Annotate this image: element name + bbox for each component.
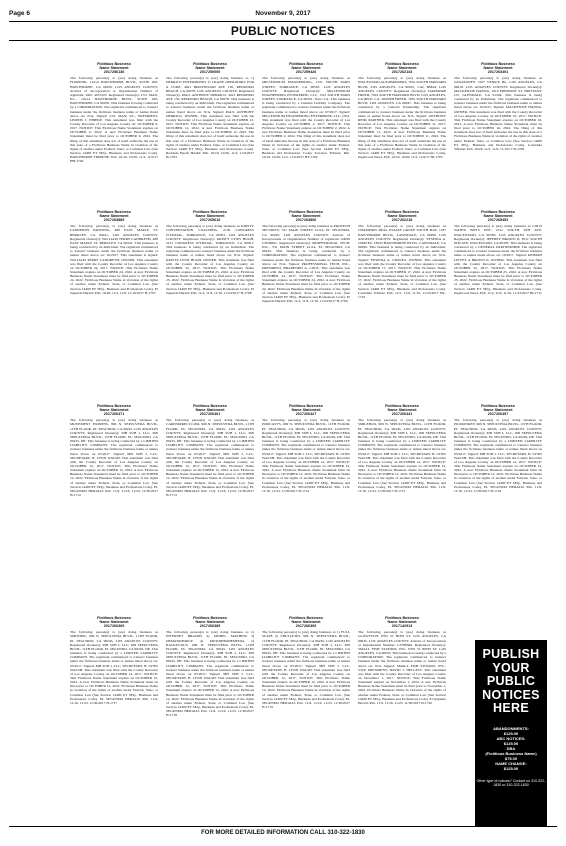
issue-date: November 9, 2017 [255,10,311,17]
notice-heading [70,62,158,74]
footer-rule [9,826,557,827]
notice-heading [358,62,446,74]
notice-heading-line: Name Statement [99,214,129,219]
notice-item [262,210,350,398]
notice-number: 2017265616 [199,218,221,223]
notice-heading-line: Fictitious Business [481,210,515,214]
notice-heading-line: Name Statement [99,408,129,413]
notice-item [70,404,158,610]
notice-heading-line: Fictitious Business [385,404,419,408]
notice-heading-line: Name Statement [291,408,321,413]
notice-number: 2017266441 [391,412,413,417]
notice-number: 2017266385 [199,624,221,629]
notice-heading-line: Fictitious Business [289,62,323,66]
notice-number: 2017266471 [103,412,125,417]
notice-heading-line: Fictitious Business [385,616,419,620]
notice-heading-line: Name Statement [195,66,225,71]
page-number: Page 6 [9,10,30,17]
notice-number: 2017262143 [391,70,413,75]
notice-body: The following person(s) is (are) doing business as FLIRONIK, 12214 HAWTHORNE BLVD., SUITE 200, HAWTHORNE, CA 90250. LOS ANGELES COUNTY. Articles of Incorporation or Organization Number of registrant: #201 4057223. Registered Owner(s): LVL MAN, P.C., 12214 HAWTHORNE BLVD., SUITE 200, HAWTHORNE, CA 90250. This business is being conducted by a CORPORATION. The registrant commenced to transact business under the fictitious business name or names listed above on: N/A. Signed: LVL MAN, P.C., PRESIDENT, LEMEIS J. EBIEKE. This statement was filed with the County Recorder of Los Angeles County on: OCTOBER 6, 2017. NOTICE: This Fictitious Name Statement expires on OCTOBER 6, 2022. A new Fictitious Business Name Statement must be filed prior to OCTOBER 6, 2022. The filing of this statement does not of itself authorize the use in this state of a Fictitious Business Name in violation of the rights of another under Federal, State, or Common Law (See Section 14400 ET SEQ., Business and Professions Code). HAWTHORNE TRIBUNE: Pub. 10/19, 10/26, 11/2, 11/9/17 HH-1702 [70,76,158,164]
notice-heading-line: Name Statement [483,214,513,219]
notice-number: 2017256136 [103,70,125,75]
notice-body: The following person(s) is (are) doing business as COLD WATER BOYS ENT, 2511 SOUTH 9TH AVE, INGLEWOOD, CA 90305. LOS ANGELES COUNTY. Registered Owner(s): JEFFREY BROWN II, 8511 SOUTH 9TH AVE, INGLEWOOD, CA 90305. This business is being conducted by a GENERAL PARTNERSHIP. The registrant commenced to transact business under the fictitious business name or names listed above on: 10/2017. Signed: KEIMAH LIEVEY A BROWN II, OWNER. This statement was filed with the County Recorder of Los Angeles County on OCTOBER 25, 2017. NOTICE: This Fictitious Name Statement expires on OCTOBER 25, 2022. A new Fictitious Business Name Statement must be filed prior to OCTOBER 25, 2022. Fictitious Business Name in violation of the rights of another under Federal, State, or Common Law (See Section 14400 ET SEQ., Business and Professions Code). Inglewood News: Pub. 11/2, 11/9, 11/16, 11/23/2017 HI-1711 [454,224,542,295]
notice-number: 2017262218 [391,218,413,223]
advertisement-box [475,640,547,827]
notice-item [358,404,446,610]
notice-heading-line: Fictitious Business [193,616,227,620]
notice-body: The following person(s) is (are) doing business as GLOWTECH, 6355 W 80TH ST, LOS ANGELES, CA 90045, LOS ANGELES COUNTY. Articles of Incorporation or Organization Number: C3788309. Registered Owner(s): SMALL FISH STUDIOS, INC, 6355 W 80TH ST, LOS ANGELES, CA 90045. This business is being conducted by a CORPORATION. The registrant commenced to transact business under the fictitious business name or names listed above on: N/A. Signed: SMALL FISH STUDIOS, INC., VICE PRESIDENT, DAVID J. HELLETT. This statement was filed with the County Recorder of Los Angeles County on November 1, 2017. NOTICE: This Fictitious Name Statement expires on November 1, 2022. A new Fictitious Business Name Statement must be filed prior to November 1, 2022. Fictitious Business Name in violation of the rights of another under Federal, State, or Common Law (See Section 14400 ET SEQ., Business and Professions Code). El Segundo Herald: Pub. 11/9, 11/16, 11/23, 11/30/2017 H-1720 [358,630,446,705]
notice-body: The following person(s) is (are) doing business as PROTECH SECURITY, 531 MAIN STREET #1114, EL SEGUNDO, CA 90245, LOS ANGELES COUNTY. Articles of Incorporation or Organization Number of registrant: #4056 C3036691. Registered Owner(s): PROFESSIONAL TECH, INC., 531 MAIN STREET #1114, EL SEGUNDO, CA 90245. This business is being conducted by a CORPORATION. The registrant commenced to transact business under the fictitious business name or names listed above on: N/A. Signed: PROFESSIONAL TECH, INC., PRESIDENT, BRADFORD A. COLE. This statement was filed with the County Recorder of Los Angeles County on OCTOBER 24, 2017. NOTICE: This Fictitious Name Statement expires on OCTOBER 24, 2022. A new Fictitious Business Name Statement must be filed prior to OCTOBER 24, 2022. Fictitious Business Name in violation of the rights of another under Federal, State, or Common Law (See Section 14400 ET SEQ., Business and Professions Code). El Segundo Herald: Pub. 11/2, 11/9, 11/16, 11/23/2017 H-1709 [262,224,350,304]
ad-headline: PUBLISH YOUR PUBLIC NOTICES HERE [482,647,540,715]
notice-item [166,616,254,821]
page-footer: FOR MORE DETAILED INFORMATION CALL 310-322-1830 [201,830,365,836]
notice-item [454,210,542,398]
ad-price-list: ABANDONMENTS: $125.00 ABC NOTICES: $125.00 DBA (Fictitious Business Name) $75.00 NAME CHANGE: $125.00 [485,725,537,771]
notice-item [166,210,254,398]
notice-heading-line: Name Statement [99,620,129,625]
notice-heading-line: Fictitious Business [97,210,131,214]
notice-heading [70,404,158,416]
notice-number: 2017250000 [199,70,221,75]
notice-heading-line: Name Statement [291,214,321,219]
notice-heading-line: Fictitious Business [481,404,515,408]
section-title: PUBLIC NOTICES [230,24,336,38]
notice-heading-line: Name Statement [195,408,225,413]
notice-heading [70,210,158,222]
notice-heading [454,404,542,416]
notices-grid [70,62,542,817]
header-rule [9,21,557,22]
ad-footnote: Other type of notices? Contact us 310-322-1830 or 310-322-1830 [476,778,546,787]
notice-item [454,404,542,610]
notice-heading-line: Fictitious Business [193,210,227,214]
notice-heading-line: Fictitious Business [97,616,131,620]
notice-body: The following person(s) is (are) doing business as MOVEMENT EXPRESS, 800 N. SEPULVEDA BLVD., 11TH FLOOR, EL SEGUNDO, CA 90245, LOS ANGELES COUNTY. Registered Owner(s): MH SUB I, LLC, 909 SEPULVEDA BLVD., 11TH FLOOR, EL SEGUNDO, CA 90245, DE. This business is being conducted by a LIMITED LIABILITY COMPANY. The registrant commenced to transact business under the fictitious business name or names listed above on 05/2017. Signed: MH SUB I, LLC, SECRETARY, B. LYNN WALSH. This statement was filed with the County Recorder of Los Angeles County on OCTOBER 12, 2017. NOTICE: This Fictitious Name Statement expires on OCTOBER 12, 2022. A new Fictitious Business Name Statement must be filed prior to OCTOBER 12, 2022. Fictitious Business Name in violation of the rights of another under Federal, State, or Common Law (See Section 14400 ET SEQ., Business and Professions Code). EL SEGUNDO HERALD: Pub. 11/9, 11/16, 11/23, 11/30/2017 H-1712 [70,418,158,498]
notice-heading [262,404,350,416]
notice-item [454,62,542,204]
notice-heading [262,210,350,222]
notice-item [358,616,446,821]
notice-item [262,62,350,204]
notice-heading-line: Name Statement [291,620,321,625]
notice-heading [166,616,254,628]
notice-body: The following person(s) is (are) doing business as CARDSDIRECT.COM, 909 N. SEPULVEDA BLVD., 11TH FLOOR, EL SEGUNDO, CA 90245, LOS ANGELES COUNTY. Registered Owner(s): MH SUB I, LLC, 909 SEPULVEDA BLVD., 11TH FLOOR, EL SEGUNDO, CA 90245, DE. This business is being conducted by a LIMITED LIABILITY COMPANY. The registrant commenced to transact business under the fictitious business name or names listed above on 05/2017. Signed: MH SUB I, LLC, SECRETARY, B. LYNN WALSH. This statement was filed with the County Recorder of Los Angeles County on OCTOBER 12, 2017. NOTICE: This Fictitious Name Statement expires on OCTOBER 12, 2022. A new Fictitious Business Name Statement must be filed prior to OCTOBER 12, 2022. Fictitious Business Name in violation of the rights of another under Federal, State, or Common Law (See Section 14400 ET SEQ., Business and Professions Code). EL SEGUNDO HERALD: Pub. 11/9, 11/16, 11/23, 11/30/2017 H-1713 [166,418,254,498]
notice-heading-line: Fictitious Business [97,62,131,66]
notice-heading-line: Fictitious Business [481,62,515,66]
notice-body: The following person(s) is (are) doing business as 1) DERRICO ENTERPRISES 2) CRANE OPERATORS FOR A CURE, 4921 BIRCHWOOD AVE 130, REDONDO BEACH, CA 90278. LOS ANGELES COUNTY. Registered Owner(s): PAUL ANTHONY DERRICO, 4921 REDONDO AVE 130, REDONDO BEACH, CA 90278. This business is being conducted by an Individual. The registrant commenced to transact business under the fictitious business name or names listed above on: N/A. Signed: PAUL ANTHONY DERRICO, OWNER. This statement was filed with the County Recorder of Los Angeles County on OCTOBER 12, 2017. NOTICE: This Fictitious Name Statement expires on OCTOBER 12, 2022. A new Fictitious Business Name Statement must be filed prior to OCTOBER 12, 2022. The filing of this statement does not of itself authorize the use in this state of a Fictitious Business Name in violation of the rights of another under Federal, State, or Common Law (See Section 14400 ET SEQ., Business and Professions Code). Redondo Beach Herald: Pub. 10/19, 10/26, 11/2, 11/9/2017 H-1703 [166,76,254,160]
notice-heading-line: Fictitious Business [97,404,131,408]
notice-body: The following person(s) is (are) doing business as 1) INTERNET BRANDS 2) MODEL MAYHEM 3) DEMANDFORCE 4) MOTORHOMEMEDIA 5) RACKULOUS, 909 N. SEPULVEDA BLVD., 11TH FLOOR, EL SEGUNDO, CA 90245, LOS ANGELES COUNTY. Registered Owner(s): MH SUB I, LLC, 909 SEPULVEDA BLVD., 11TH FLOOR, EL SEGUNDO, CA 90245, DE. This business is being conducted by a LIMITED LIABILITY COMPANY. The registrant commenced to transact business under the fictitious business name or names listed above on 05/2017. Signed: MH SUB I, LLC, SECRETARY, B. LYNN WALSH. This statement was filed with the County Recorder of Los Angeles County on OCTOBER 12, 2017. NOTICE: This Fictitious Name Statement expires on OCTOBER 12, 2022. A new Fictitious Business Name Statement must be filed prior to OCTOBER 12, 2022. Fictitious Business Name in violation of the rights of another under Federal, State, or Common Law (See Section 14400 ET SEQ., Business and Professions Code). EL SEGUNDO HERALD: Pub. 11/9, 11/16, 11/23, 11/30/2017 H-1718 [166,630,254,718]
notice-heading-line: Name Statement [387,214,417,219]
notice-body: The following person(s) is (are) doing business as 1) FULL SLATE 2) VBULLETIN, 909 N. SEPULVEDA BLVD., 11TH FLOOR, EL SEGUNDO, CA 90245, LOS ANGELES COUNTY. Registered Owner(s): MH SUB I, LLC, 909 SEPULVEDA BLVD., 11TH FLOOR, EL SEGUNDO, CA 90245, DE. This business is being conducted by a LIMITED LIABILITY COMPANY. The registrant commenced to transact business under the fictitious business name or names listed above on 05/2017. Signed: MH SUB I, LLC, SECRETARY, B. LYNN WALSH. This statement was filed with the County Recorder of Los Angeles County on OCTOBER 12, 2017. NOTICE: This Fictitious Name Statement expires on OCTOBER 12, 2022. A new Fictitious Business Name Statement must be filed prior to OCTOBER 12, 2022. Fictitious Business Name in violation of the rights of another under Federal, State, or Common Law (See Section 14400 ET SEQ., Business and Professions Code). EL SEGUNDO HERALD: Pub. 11/9, 11/16, 11/23, 11/30/2017 H-1719 [262,630,350,710]
notice-heading [358,404,446,416]
notice-heading-line: Fictitious Business [193,62,227,66]
notice-heading [262,62,350,74]
notice-heading [454,210,542,222]
notice-number: 2017263806 [295,218,317,223]
notice-heading [166,62,254,74]
notice-heading-line: Fictitious Business [385,62,419,66]
notice-heading-line: Fictitious Business [289,404,323,408]
notice-body: The following person(s) is (are) doing business as INGLEWOOD AUTOBROKERS, 7001 SOUTH HARVARD BLVD, LOS ANGELES, CA 90047, CAL BMAT, LOS ANGELES COUNTY. Registered Owner(s): DARMORE FREED, 7001 SOUTH HARVARD BLVD, LOS ANGELES, CA 90047, CA. JOSEPH FREED, 7001 SOUTH HARVARD BLVD, LOS ANGELES, CA 90047. This business is being conducted by a General Partnership. The registrant commenced to transact business under the fictitious business name or names listed above on: N/A. Signed: ANTHONY REID, PARTNER. This statement was filed with the County Recorder of Los Angeles County on OCTOBER 11, 2017. NOTICE: This Fictitious Name Statement expires on OCTOBER 11, 2022. A new Fictitious Business Name Statement must be filed prior to OCTOBER 11, 2022. The filing of this statement does not of itself authorize the use in this state of a Fictitious Business Name in violation of the rights of another under Federal, State, or Common Law (See Section 14400 ET SEQ., Business and Professions Code). Inglewood News: Pub. 10/19, 10/26, 11/2, 11/9/17 HI-1705 [358,76,446,160]
notice-heading-line: Name Statement [195,214,225,219]
notice-body: The following person(s) is (are) doing business as LANDERTH PAINTING, 480 EAST MAPLE ST, BERKLEY, CA 90241, LOS ANGELES COUNTY. Registered Owner(s): WILLIAM TERRY LANDRETH, 480 EAST MAPLE ST, BERKLEY, CA 90241. This business is being conducted by an Individual. The registrant commenced to transact business under the fictitious business name or names listed above on: 10/2017. This statement is signed: WILLIAM TERRY LANDRETH, OWNER. This statement was filed with the County Recorder of Los Angeles County on OCTOBER 24, 2017. NOTICE: This Fictitious Name Statement expires on OCTOBER 24, 2022. A new Fictitious Business Name Statement must be filed prior to OCTOBER 24, 2022. Fictitious Business Name in violation of the rights of another under Federal, State, or Common Law (See Section 14400 ET SEQ., Business and Professions Code). El Segundo Herald: Pub. 10/26, 11/2, 11/9, 11/16/2017 H-1707 [70,224,158,295]
notice-body: The following person(s) is (are) doing business as SANAYANEY, 5107 VENICE BL, LOS ANGELES, CA 90019. LOS ANGELES COUNTY. Registered Owner(s): MACKENZIE HANNA, 1010 FREMONT ST, BRITTANY LN, GLENDALE, CA 91204. This business is being conducted by an Individual. The registrant commenced to transact business under the fictitious business name or names listed above on: 10/2017. Signed: MACKENZIE HANNA, OWNER. This statement was filed with the County Recorder of Los Angeles County on OCTOBER 16, 2017. NOTICE: This Fictitious Name Statement expires on OCTOBER 16, 2022. A new Fictitious Business Name Statement must be filed prior to OCTOBER 16, 2022. The filing of this statement does not of itself authorize the use in this state of a Fictitious Business Name in violation of the rights of another under Federal, State, or Common Law (See Section 14400 ET SEQ., Business and Professions Code). Lawndale Tribune: Pub. 10/26, 11/2, 11/9, 11/16/17 H-1706 [454,76,542,151]
notice-body: The following person(s) is (are) doing business as PICMONKEY, 909 N. SEPULVEDA BLVD., 11TH FLOOR, EL SEGUNDO, CA 90245, LOS ANGELES COUNTY. Registered Owner(s): MH SUB I, LLC, 909 SEPULVEDA BLVD., 11TH FLOOR, EL SEGUNDO, CA 90245, DE. This business is being conducted by a LIMITED LIABILITY COMPANY. The registrant commenced to transact business under the fictitious business name or names listed above on 05/2017. Signed: MH SUB I, LLC, SECRETARY, B. LYNN WALSH. This statement was filed with the County Recorder of Los Angeles County on OCTOBER 12, 2017. NOTICE: This Fictitious Name Statement expires on OCTOBER 12, 2022. A new Fictitious Business Name Statement must be filed prior to OCTOBER 12, 2022. Fictitious Business Name in violation of the rights of another under Federal, State, or Common Law (See Section 14400 ET SEQ., Business and Professions Code). EL SEGUNDO HERALD: Pub. 11/9, 11/16, 11/23, 11/30/2017 H-1716 [454,418,542,493]
notice-heading-line: Name Statement [387,408,417,413]
notice-number: 2017266461 [199,412,221,417]
notice-number: 2017265452 [487,218,509,223]
notice-number: 2017263401 [487,70,509,75]
notice-heading-line: Fictitious Business [385,210,419,214]
notice-heading-line: Name Statement [387,66,417,71]
notice-heading-line: Fictitious Business [289,210,323,214]
notice-heading [454,62,542,74]
notice-body: The following person(s) is (are) doing business as CHAMPION REAL ESTATE GROUP SOUTH BAY, 1187 HAWTHORNE BLVD., LAWNDALE, CA 90260, LOS ANGELES COUNTY. Registered Owner(s): YESENIA A. CHAVEZ, 18543 HAWTHORNE BLVD., LAWNDALE, CA 90260. This business is being conducted by an Individual. The registrant commenced to transact business under the fictitious business name or names listed above on: N/A. Signed: YESENIA A. CHAVEZ, OWNER. This statement was filed with the County Recorder of Los Angeles County on OCTOBER 17, 2017. NOTICE: This Fictitious Name Statement expires on OCTOBER 17, 2022. A new Fictitious Business Name Statement must be filed prior to OCTOBER 17, 2022. Fictitious Business Name in violation of the rights of another under Federal, State, or Common Law (See Section 14400 ET SEQ., Business and Professions Code). Lawndale Tribune: Pub. 11/2, 11/9, 11/16, 11/23/2017 HL-1710 [358,224,446,299]
notice-item [166,62,254,204]
notice-number: 2017259426 [295,70,317,75]
notice-number: 2017266457 [487,412,509,417]
notice-body: The following person(s) is (are) doing business as SMILEBOX, 909 N. SEPULVEDA BLVD., 11TH FLOOR, EL SEGUNDO, CA 90245, LOS ANGELES COUNTY. Registered Owner(s): MH SUB I, LLC, 909 SEPULVEDA BLVD., 11TH FLOOR, EL SEGUNDO, CA 90245, DE. This business is being conducted by a LIMITED LIABILITY COMPANY. The registrant commenced to transact business under the fictitious business name or names listed above on: 05/2017. Signed: MH SUB I, LLC, SECRETARY, B. LYNN WALSH. This statement was filed with the County Recorder of Los Angeles County on OCTOBER 12, 2017. NOTICE: This Fictitious Name Statement expires on OCTOBER 12, 2022. A new Fictitious Business Name Statement must be filed prior to OCTOBER 12, 2022. Fictitious Business Name in violation of the rights of another under Federal, State, or Common Law (See Section 14400 ET SEQ., Business and Professions Code). EL SEGUNDO HERALD: Pub. 11/9, 11/16, 11/23, 11/30/2017 H-1715 [358,418,446,493]
notice-item [358,62,446,204]
notice-heading-line: Name Statement [483,408,513,413]
notice-heading [70,616,158,628]
notice-body: The following person(s) is (are) doing business as KRISTY CONVERSATION COACHING, 2130 CONGRESS WYDZIAL, TORRANCE, CA 90501, LOS ANGELES COUNTY. Registered Owner(s): KRISTY LYNN HUGH, 2131 CONGRESS WYDZIAL, TORRANCE, CA 90501. This business is being conducted by an Individual. The registrant commenced to transact business under the fictitious business name or names listed above on: N/A. Signed: KRISTY LYNN HUGH, OWNER. This statement was filed with the County Recorder of Los Angeles County on OCTOBER 25, 2017. NOTICE: This Fictitious Name Statement expires on OCTOBER 25, 2022. A new Fictitious Business Name Statement must be filed prior to OCTOBER 25, 2022. Fictitious Business Name in violation of the rights of another under Federal, State, or Common Law (See Section 14400 ET SEQ., Business and Professions Code). El Segundo Herald: Pub. 11/2, 11/9, 11/16, 11/23/2017 H-1708 [166,224,254,295]
notice-heading [262,616,350,628]
notice-number: 2017142913 [391,624,413,629]
notice-heading-line: Name Statement [387,620,417,625]
notice-body: The following person(s) is (are) doing business as MILLENNIUM ENGINEERING, 1521 SOUTH MAIN STREET, TORRANCE, CA 90501. LOS ANGELES COUNTY. Registered Owner(s): MILLENNIUM ENGINEERING ENTERPRISE, LLC, 1521 SOUTH MAIN STREET, TORRANCE, CA 90501. State: CA. This business is being conducted by a Limited Liability Company. The registrant commenced to transact business under the fictitious business name or names listed above on: 07/2017. Signed: MILLENNIUM ENGINEERING ENTERPRISE, LLC, CEO. This statement was filed with the County Recorder of Los Angeles County on OCTOBER 2, 2017. NOTICE: This Fictitious Name Statement expires on OCTOBER 2, 2022. A new Fictitious Business Name Statement must be filed prior to OCTOBER 2, 2022. The filing of this statement does not of itself authorize the use in this state of a Fictitious Business Name in violation of the rights of another under Federal, State, or Common Law (See Section 14400 ET SEQ., Business and Professions Code). Torrance Tribune: Pub. 10/19, 10/26, 11/2, 11/9/2017 HT-1704 [262,76,350,160]
page-header [9,7,557,21]
notice-heading [358,616,446,628]
notice-item [70,210,158,398]
notice-heading [166,210,254,222]
notice-heading-line: Name Statement [291,66,321,71]
notice-number: 2017266369 [103,624,125,629]
notice-item [262,404,350,610]
notice-body: The following person(s) is (are) doing business as SMITOPIC, 909 N. SEPULVEDA BLVD., 11TH FLOOR, EL SEGUNDO, CA 90245, LOS ANGELES COUNTY. Registered Owner(s): MH SUB I, LLC, 909 SEPULVEDA BLVD., 11TH FLOOR, EL SEGUNDO, CA 90245, DE. This business is being conducted by a LIMITED LIABILITY COMPANY. The registrant commenced to transact business under the fictitious business name or names listed above on: 05/2017. Signed: MH SUB I, LLC, SECRETARY, B. LYNN WALSH. This statement was filed with the County Recorder of Los Angeles County on OCTOBER 12, 2017. NOTICE: This Fictitious Name Statement expires on OCTOBER 12, 2022. A new Fictitious Business Name Statement must be filed prior to OCTOBER 12, 2022. Fictitious Business Name in violation of the rights of another under Federal, State, or Common Law (See Section 14400 ET SEQ., Business and Professions Code). EL SEGUNDO HERALD: Pub. 11/9, 11/16, 11/23, 11/30/2017 H-1717 [70,630,158,705]
notice-heading-line: Name Statement [483,66,513,71]
notice-heading-line: Name Statement [99,66,129,71]
title-rule [9,40,557,41]
notice-number: 2017266427 [295,412,317,417]
notice-heading [358,210,446,222]
notice-heading-line: Fictitious Business [193,404,227,408]
notice-number: 2017266306 [295,624,317,629]
notice-item [70,616,158,821]
notice-item [358,210,446,398]
notice-item [70,62,158,204]
notice-number: 2017263889 [103,218,125,223]
notice-item [262,616,350,821]
notice-body: The following person(s) is (are) doing business as PODCAST'S, 909 N. SEPULVEDA BLVD., 11TH FLOOR, EL SEGUNDO, CA 90245, LOS ANGELES COUNTY. Registered Owner(s): MH SUB I, LLC, 909 SEPULVEDA BLVD., 11TH FLOOR, EL SEGUNDO, CA 90245, DE. This business is being conducted by a LIMITED LIABILITY COMPANY. The registrant commenced to transact business under the fictitious business name or names listed above on: 05/2017. Signed: MH SUB I, LLC, SECRETARY, B. LYNN WALSH. This statement was filed with the County Recorder of Los Angeles County on OCTOBER 12, 2017. NOTICE: This Fictitious Name Statement expires on OCTOBER 12, 2022. A new Fictitious Business Name Statement must be filed prior to OCTOBER 12, 2022. Fictitious Business Name in violation of the rights of another under Federal, State, or Common Law (See Section 14400 ET SEQ., Business and Professions Code). EL SEGUNDO HERALD: Pub. 11/9, 11/16, 11/23, 11/30/2017 H-1714 [262,418,350,493]
notice-item [166,404,254,610]
notice-heading-line: Name Statement [195,620,225,625]
notice-heading [166,404,254,416]
notice-heading-line: Fictitious Business [289,616,323,620]
